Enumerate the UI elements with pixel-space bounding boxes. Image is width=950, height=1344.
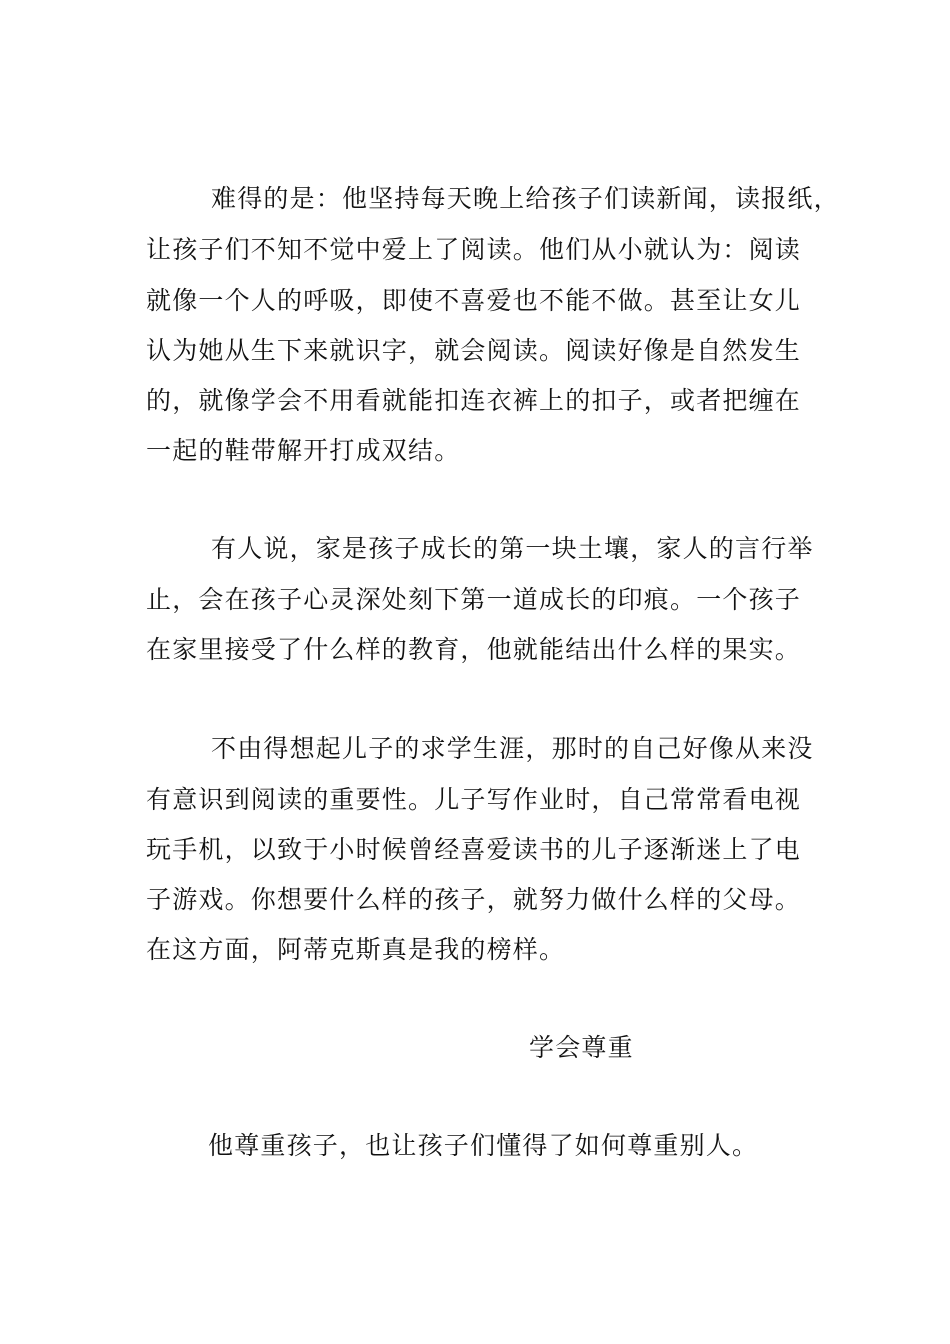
paragraph-line: 止，会在孩子心灵深处刻下第一道成长的印痕。一个孩子: [146, 585, 802, 614]
paragraph-line: 不由得想起儿子的求学生涯，那时的自己好像从来没: [211, 734, 814, 763]
paragraph-line: 有意识到阅读的重要性。儿子写作业时，自己常常看电视: [146, 785, 802, 814]
paragraph-line: 子游戏。你想要什么样的孩子，就努力做什么样的父母。: [146, 885, 802, 914]
paragraph-line: 的，就像学会不用看就能扣连衣裤上的扣子，或者把缠在: [146, 386, 802, 415]
section-heading: 学会尊重: [529, 1033, 634, 1062]
paragraph-line: 玩手机，以致于小时候曾经喜爱读书的儿子逐渐迷上了电: [146, 835, 802, 864]
paragraph-line: 有人说，家是孩子成长的第一块土壤，家人的言行举: [211, 534, 814, 563]
paragraph-respect: 他尊重孩子，也让孩子们懂得了如何尊重别人。: [208, 1131, 759, 1160]
paragraph-line: 在这方面，阿蒂克斯真是我的榜样。: [146, 935, 566, 964]
paragraph-line: 让孩子们不知不觉中爱上了阅读。他们从小就认为：阅读: [146, 235, 802, 264]
paragraph-line: 在家里接受了什么样的教育，他就能结出什么样的果实。: [146, 635, 802, 664]
paragraph-line: 一起的鞋带解开打成双结。: [146, 436, 461, 465]
paragraph-line: 认为她从生下来就识字，就会阅读。阅读好像是自然发生: [146, 336, 802, 365]
paragraph-line: 就像一个人的呼吸，即使不喜爱也不能不做。甚至让女儿: [146, 286, 802, 315]
paragraph-line: 难得的是：他坚持每天晚上给孩子们读新闻，读报纸，: [211, 184, 840, 213]
